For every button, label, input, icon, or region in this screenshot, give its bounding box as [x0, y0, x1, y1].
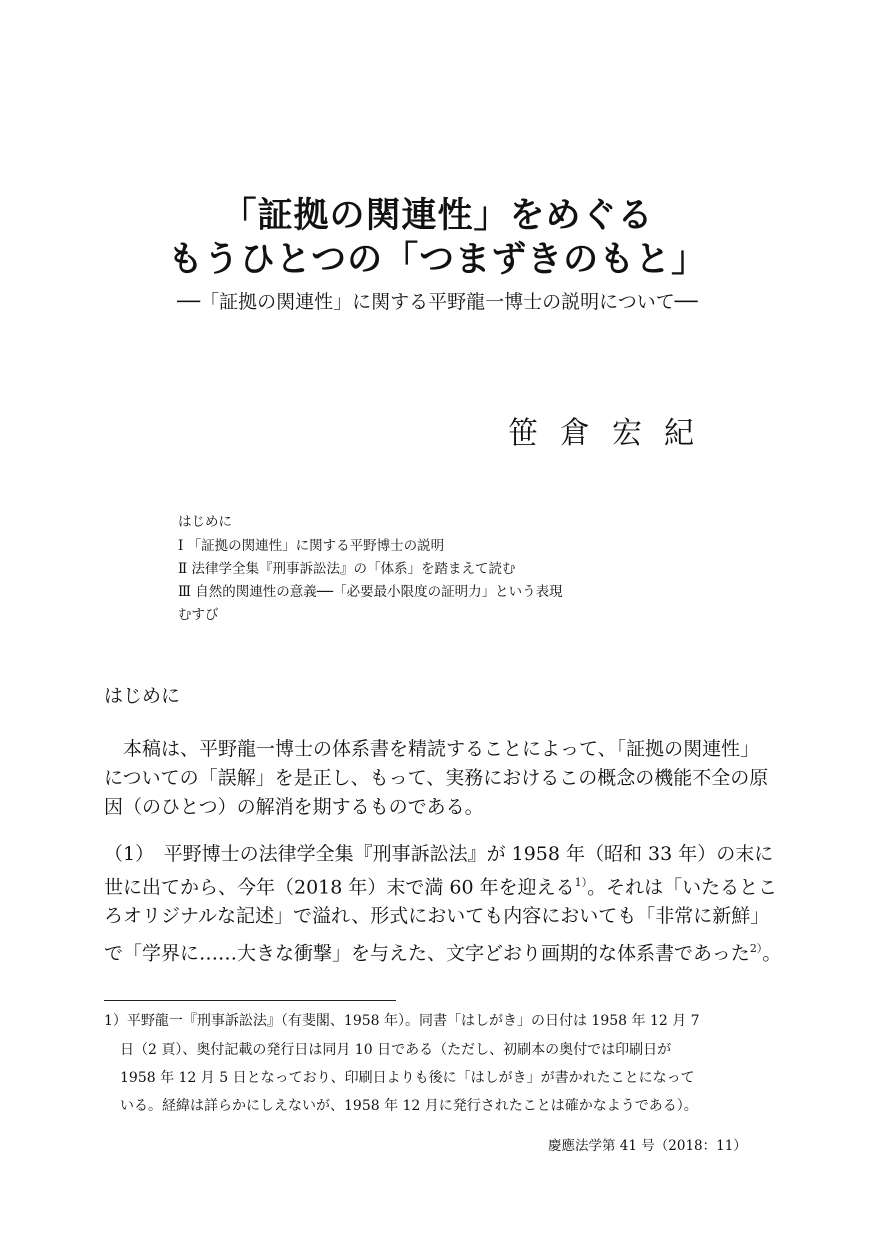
body-line: （1） 平野博士の法律学全集『刑事訴訟法』が 1958 年（昭和 33 年）の末に [104, 843, 774, 865]
toc-item: はじめに [178, 514, 232, 530]
section-heading: はじめに [104, 685, 181, 707]
footnote-line: いる。経緯は詳らかにしえないが、1958 年 12 月に発行されたことは確かなようである）。 [120, 1098, 698, 1114]
footnote-divider [104, 1000, 396, 1001]
subtitle: ──「証拠の関連性」に関する平野龍一博士の説明について── [177, 291, 698, 313]
body-line: についての「誤解」を是正し、もって、実務におけるこの概念の機能不全の原 [104, 767, 769, 789]
footnote-mark: 2） [749, 942, 763, 955]
footnote-line: 日（2 頁）、奥付記載の発行日は同月 10 日である（ただし、初刷本の奥付では印刷日が [120, 1042, 672, 1058]
toc-item: むすび [178, 607, 219, 623]
footnote-line: 1）平野龍一『刑事訴訟法』（有斐閣、1958 年）。同書「はしがき」の日付は 1958 年 12 月 7 [104, 1013, 700, 1029]
footnote-mark: 1） [574, 876, 588, 889]
title-line-1: 「証拠の関連性」をめぐる [221, 195, 654, 236]
body-line-text: 世に出てから、今年（2018 年）末で満 60 年を迎える [104, 876, 575, 899]
body-line-text: で「学界に……大きな衝撃」を与えた、文字どおり画期的な体系書であった [104, 942, 750, 965]
body-line: 本稿は、平野龍一博士の体系書を精読することによって、「証拠の関連性」 [104, 738, 760, 760]
body-line [104, 937, 781, 965]
body-line: ろオリジナルな記述」で溢れ、形式においても内容においても「非常に新鮮」 [104, 905, 770, 927]
body-line [104, 871, 777, 899]
toc-item: Ⅲ 自然的関連性の意義──「必要最小限度の証明力」という表現 [178, 584, 563, 600]
title-line-2: もうひとつの「つまずきのもと」 [167, 239, 708, 280]
body-line-text: 。 [762, 942, 782, 965]
body-line: 因（のひとつ）の解消を期するものである。 [104, 796, 484, 818]
footnote-line: 1958 年 12 月 5 日となっており、印刷日よりも後に「はしがき」が書かれたことになって [120, 1070, 695, 1086]
journal-footer: 慶應法学第 41 号（2018：11） [548, 1138, 747, 1154]
toc-item: Ⅱ 法律学全集『刑事訴訟法』の「体系」を踏まえて読む [178, 561, 516, 577]
body-line-text: 。それは「いたるとこ [587, 876, 778, 899]
author-name: 笹倉宏紀 [508, 416, 716, 451]
toc-item: Ⅰ 「証拠の関連性」に関する平野博士の説明 [178, 538, 445, 554]
